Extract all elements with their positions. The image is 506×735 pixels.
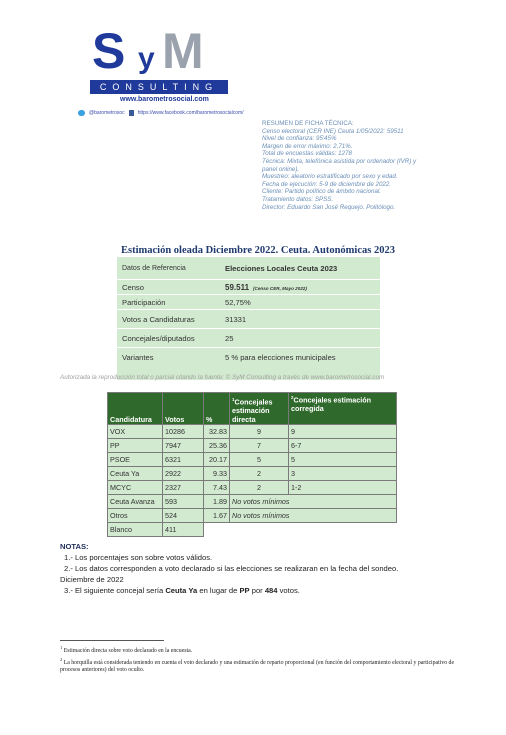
technical-sheet <box>262 120 462 211</box>
note-3-party-2: PP <box>239 586 250 595</box>
party-seats-direct: 7 <box>230 439 289 453</box>
note-3-votes: 484 <box>264 586 278 595</box>
table-row <box>108 509 397 523</box>
results-table <box>107 392 397 537</box>
reference-header-key: Datos de Referencia <box>122 264 186 272</box>
footnote-2 <box>60 656 460 675</box>
logo-letter-m: M <box>162 23 204 79</box>
note-2-date: Diciembre de 2022 <box>60 575 124 584</box>
technical-sheet-line: Muestreo: aleatorio estratificado por sexo y edad. <box>262 173 398 181</box>
header-corregida <box>289 393 397 425</box>
party-votes: 10286 <box>163 425 204 439</box>
reference-value: 5 % para elecciones municipales <box>225 353 336 362</box>
censo-value: 59.511 <box>225 282 250 292</box>
party-seats-direct: 2 <box>230 481 289 495</box>
logo-letter-s: S <box>92 23 126 79</box>
party-seats-corrected: 9 <box>289 425 397 439</box>
table-row <box>108 495 397 509</box>
party-name: Ceuta Avanza <box>108 495 163 509</box>
party-votes: 7947 <box>163 439 204 453</box>
reference-key: Censo <box>122 282 144 292</box>
party-pct: 7.43 <box>204 481 230 495</box>
party-votes: 524 <box>163 509 204 523</box>
party-pct: 9.33 <box>204 467 230 481</box>
table-row <box>108 453 397 467</box>
party-seats-corrected: 1-2 <box>289 481 397 495</box>
technical-sheet-heading: RESUMEN DE FICHA TÉCNICA: <box>262 120 354 127</box>
page-title: Estimación oleada Diciembre 2022. Ceuta. Autonómicas 2023 <box>121 245 395 256</box>
party-no-minimum-note: No votos mínimos <box>230 495 397 509</box>
header-candidatura: Candidatura <box>108 393 163 425</box>
logo-letter-y: y <box>138 42 155 75</box>
party-name: PP <box>108 439 163 453</box>
footnote-2-text: La horquilla está considerada teniendo en cuenta el voto declarado y una estimación de reparto proporcional (en función del comportamiento electoral y participativo de procesos anteriores) del voto oculto. <box>60 659 455 674</box>
technical-sheet-line: Técnica: Mixta, telefónica asistida por ordenador (IVR) y <box>262 157 417 165</box>
footnotes <box>60 644 460 675</box>
header-corregida-label: Concejales estimación corregida <box>291 395 372 414</box>
technical-sheet-line: panel online). <box>262 165 300 173</box>
logo-website: www.barometrosocial.com <box>120 96 209 103</box>
party-seats-corrected: 6-7 <box>289 439 397 453</box>
table-row <box>108 467 397 481</box>
technical-sheet-line: Total de encuestas válidas: 1278 <box>262 150 352 158</box>
party-name: Ceuta Ya <box>108 467 163 481</box>
note-3-text: por <box>249 586 265 595</box>
reference-header-value: Elecciones Locales Ceuta 2023 <box>225 263 338 273</box>
footnote-ref: 2 <box>291 395 294 400</box>
party-pct: 32.83 <box>204 425 230 439</box>
header-directa <box>230 393 289 425</box>
reference-row-participacion <box>117 295 380 310</box>
table-row <box>108 439 397 453</box>
reference-key: Variantes <box>122 353 154 362</box>
reference-value: 25 <box>225 333 234 343</box>
censo-note: (Censo CER, Mayo 2022) <box>253 285 307 291</box>
party-no-minimum-note: No votos mínimos <box>230 509 397 523</box>
technical-sheet-line: Nivel de confianza: 95'45% <box>262 135 337 143</box>
header-directa-label: Concejales estimación directa <box>232 397 273 424</box>
note-3-party-1: Ceuta Ya <box>165 586 198 595</box>
party-pct: 25.36 <box>204 439 230 453</box>
party-name: Blanco <box>108 523 163 537</box>
technical-sheet-line: Cliente: Partido político de ámbito nacional. <box>262 188 382 196</box>
party-pct: 1.67 <box>204 509 230 523</box>
reference-value: 52,75% <box>225 297 251 307</box>
footnote-2-marker: 2 <box>60 656 63 662</box>
social-links <box>78 110 244 116</box>
table-row <box>108 523 397 537</box>
technical-sheet-line: Tratamiento datos: SPSS. <box>262 195 334 203</box>
party-seats-corrected: 5 <box>289 453 397 467</box>
facebook-link[interactable]: https://www.facebook.com/barometrosocialcom/ <box>137 110 244 116</box>
header-pct: % <box>204 393 230 425</box>
reference-header-row <box>117 257 380 280</box>
footnote-ref: 1 <box>232 396 235 402</box>
facebook-icon <box>129 110 134 116</box>
note-3 <box>60 585 480 596</box>
footnote-1-text: Estimación directa sobre voto declarado en la encuesta. <box>63 647 193 654</box>
reference-key: Votos a Candidaturas <box>122 314 195 324</box>
twitter-link[interactable]: @barometrosoc <box>89 110 125 116</box>
technical-sheet-line: Margen de error máximo: 2,71%. <box>262 142 353 150</box>
party-name: VOX <box>108 425 163 439</box>
reference-key: Participación <box>122 297 166 307</box>
party-seats-direct: 9 <box>230 425 289 439</box>
footnote-1 <box>60 644 460 656</box>
party-votes: 593 <box>163 495 204 509</box>
party-pct: 20.17 <box>204 453 230 467</box>
technical-sheet-line: Censo electoral (CER INE) Ceuta 1/05/2022: 59511 <box>262 127 404 135</box>
note-2: 2.- Los datos corresponden a voto declarado si las elecciones se realizaran en la fecha del sondeo. <box>64 564 399 573</box>
party-votes: 2922 <box>163 467 204 481</box>
party-name: PSOE <box>108 453 163 467</box>
table-row <box>108 481 397 495</box>
note-3-text: votos. <box>277 586 300 595</box>
notes-heading: NOTAS: <box>60 542 89 551</box>
reference-value <box>223 283 380 292</box>
party-name: MCYC <box>108 481 163 495</box>
party-name: Otros <box>108 509 163 523</box>
table-row <box>108 425 397 439</box>
party-seats-corrected: 3 <box>289 467 397 481</box>
party-seats-direct: 2 <box>230 467 289 481</box>
twitter-icon <box>78 110 85 116</box>
party-votes: 6321 <box>163 453 204 467</box>
technical-sheet-line: Director: Eduardo San José Requejo. Politólogo. <box>262 203 396 211</box>
reference-row-censo <box>117 280 380 295</box>
header-votos: Votos <box>163 393 204 425</box>
party-seats-direct: 5 <box>230 453 289 467</box>
reference-row-concejales <box>117 329 380 348</box>
footnote-divider <box>60 640 164 641</box>
reference-value: 31331 <box>225 314 247 324</box>
results-header-row <box>108 393 397 425</box>
reference-table <box>117 257 380 381</box>
footnote-1-marker: 1 <box>60 645 63 650</box>
note-1: 1.- Los porcentajes son sobre votos válidos. <box>64 553 213 562</box>
party-votes: 2327 <box>163 481 204 495</box>
note-3-text: 3.- El siguiente concejal sería <box>64 586 166 595</box>
technical-sheet-line: Fecha de ejecución: 5-9 de diciembre de 2022. <box>262 180 391 188</box>
sym-logo <box>88 22 228 102</box>
reference-key: Concejales/diputados <box>122 333 195 343</box>
logo-consulting-band: CONSULTING <box>90 80 228 94</box>
reference-row-votos <box>117 310 380 329</box>
party-votes: 411 <box>163 523 204 537</box>
note-3-text: en lugar de <box>197 586 240 595</box>
party-pct: 1.89 <box>204 495 230 509</box>
notes-section <box>60 541 480 596</box>
authorization-notice: Autorizada la reproducción total o parcial citando la fuente: © SyM Consulting a través de www.barometrosocial.com <box>60 374 385 381</box>
